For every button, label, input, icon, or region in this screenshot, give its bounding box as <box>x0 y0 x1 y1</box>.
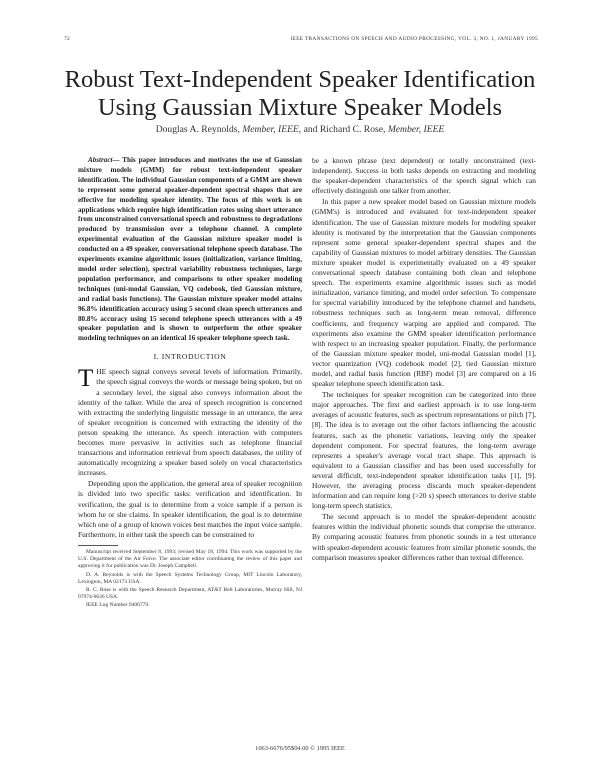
footnote-manuscript: Manuscript received September 8, 1993; revised May 18, 1994. This work was supported by the U.S. Department of the Air Force. The associate editor coordinating the review of this paper and approving it for publication was Dr. Joseph Campbell. <box>78 548 302 570</box>
right-paragraph-3: The techniques for speaker recognition can be categorized into three major approaches. The first and earliest approach is to use long-term averages of acoustic features, such as spectrum representations or pitch [7], [8]. The idea is to average out the other factors influencing the acoustic features, such as the phonetic variations, leaving only the speaker dependent component. For spectral features, the long-term average represents a speaker's average vocal tract shape. This approach is equivalent to a Gaussian classifier and has been used successfully for several difficult, text-independent speaker identification tasks [1], [9]. However, the averaging process discards much speaker-dependent information and can require long (>20 s) speech utterances to derive stable long-term speech statistics. <box>312 390 536 511</box>
paper-title <box>40 66 560 122</box>
footnotes <box>78 549 302 610</box>
left-column <box>78 156 302 610</box>
intro-paragraph-1 <box>78 367 302 478</box>
author-1-role: Member, IEEE, <box>242 124 302 135</box>
title-line-1: Robust Text-Independent Speaker Identification <box>64 66 536 93</box>
right-paragraph-4: The second approach is to model the speaker-dependent acoustic features within the individual phonetic sounds that comprise the utterance. By comparing acoustic features from phonetic sounds in a test utterance with speaker-dependent acoustic features from similar phonetic sounds, the comparison measures speaker differences rather than textual difference. <box>312 512 536 562</box>
section-heading-introduction: I. INTRODUCTION <box>153 352 227 362</box>
intro-paragraph-2: Depending upon the application, the general area of speaker recognition is divided into two specific tasks: verification and identification. In verification, the goal is to determine from a voice sample if a person is whom he or she claims. In speaker identification, the goal is to determine which one of a group of known voices best matches the input voice sample. Furthermore, in either task the speech can be constrained to <box>78 479 302 539</box>
author-2: and Richard C. Rose, <box>303 124 386 135</box>
footnote-author-1: D. A. Reynolds is with the Speech Systems Technology Group, MIT Lincoln Laboratory, Lexington, MA 02173 USA. <box>78 571 302 585</box>
footnote-rule <box>78 545 118 546</box>
right-paragraph-2: In this paper a new speaker model based on Gaussian mixture models (GMM's) is introduced and evaluated for text-independent speaker identification. The use of Gaussian mixture models for modeling speaker identity is motivated by the interpretation that the Gaussian components represent some general speaker-dependent spectral shapes and the capability of Gaussian mixtures to model arbitrary densities. The Gaussian mixture speaker model is experimentally evaluated on a 49 speaker conversational speech database containing both clean and telephone speech. The experiments examine algorithmic issues such as model initialization, variance limiting, and model order selection. To compensate for spectral variability introduced by the telephone channel and handsets, robustness techniques such as long-term mean removal, difference coefficients, and frequency warping are applied and compared. The experiments also examine the GMM speaker identification performance with respect to an increasing speaker population. Finally, the performance of the Gaussian mixture speaker model, uni-modal Gaussian model [1], vector quantization (VQ) codebook model [2], tied Gaussian mixture model, and radial basis function (RBF) model [3] are compared on a 16 speaker telephone speech identification task. <box>312 197 536 389</box>
footnote-log-number: IEEE Log Number 9406779. <box>86 602 150 609</box>
page-number: 72 <box>64 36 70 42</box>
right-column <box>312 156 536 563</box>
abstract-label: Abstract <box>88 156 113 164</box>
abstract-text: — This paper introduces and motivates the use of Gaussian mixture models (GMM) for robust text-independent speaker identification. The individual Gaussian components of a GMM are shown to represent some general speaker-dependent spectral shapes that are effective for modeling speaker identity. The focus of this work is on applications which require high identification rates using short utterance from unconstrained conversational speech and robustness to degradations produced by transmission over a telephone channel. A complete experimental evaluation of the Gaussian mixture speaker model is conducted on a 49 speaker, conversational telephone speech database. The experiments examine algorithmic issues (initialization, variance limiting, model order selection), spectral variability robustness techniques, large population performance, and comparisons to other speaker modeling techniques (uni-modal Gaussian, VQ codebook, tied Gaussian mixture, and radial basis functions). The Gaussian mixture speaker model attains 96.8% identification accuracy using 5 second clean speech utterances and 80.8% accuracy using 15 second telephone speech utterances with a 49 speaker population and is shown to outperform the other speaker modeling techniques on an identical 16 speaker telephone speech task. <box>78 156 302 343</box>
copyright-footer: 1063-6676/95$04.00 © 1995 IEEE <box>255 745 345 752</box>
abstract <box>78 156 302 344</box>
author-line <box>40 124 560 135</box>
author-1: Douglas A. Reynolds, <box>155 124 240 135</box>
author-2-role: Member, IEEE <box>387 124 445 135</box>
footnote-author-2: R. C. Rose is with the Speech Research Department, AT&T Bell Laboratories, Murray Hill, NJ 07974-0636 USA. <box>78 586 302 601</box>
journal-name: IEEE TRANSACTIONS ON SPEECH AND AUDIO PROCESSING, VOL. 3, NO. 1, JANUARY 1995 <box>290 36 538 42</box>
drop-cap: T <box>78 365 94 393</box>
intro-paragraph-1-text: HE speech signal conveys several levels of information. Primarily, the speech signal conveys the words or message being spoken, but on a secondary level, the signal also conveys information about the identity of the talker. While the area of speech recognition is concerned with extracting the underlying linguistic message in an utterance, the area of speaker recognition is concerned with extracting the identity of the person speaking the utterance. As speech interaction with computers becomes more pervasive in activities such as telephone financial transactions and information retrieval from speech databases, the utility of automatically recognizing a speaker based solely on vocal characteristics increases. <box>78 367 302 478</box>
right-paragraph-1: be a known phrase (text dependent) or totally unconstrained (text-independent). Success in both tasks depends on extracting and modeling the speaker-dependent characteristics of the speech signal which can effectively distinguish one talker from another. <box>312 156 536 196</box>
title-line-2: Using Gaussian Mixture Speaker Models <box>97 94 503 121</box>
